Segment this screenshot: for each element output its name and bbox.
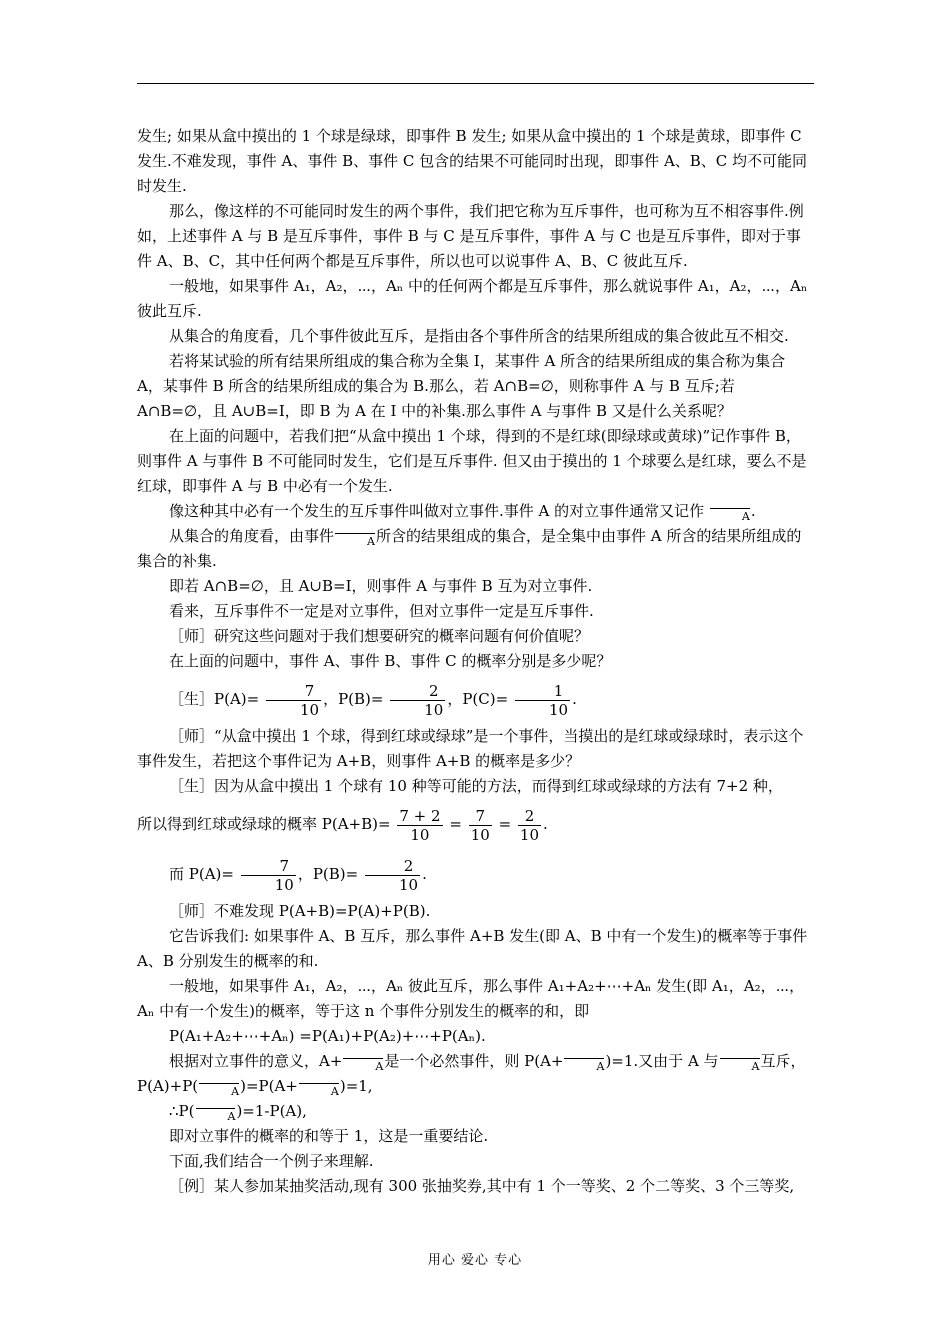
fraction-numerator: 1: [553, 681, 564, 700]
a-bar-symbol: A: [710, 508, 750, 522]
a-bar-symbol: A: [564, 1058, 604, 1072]
equals-sign: =: [498, 815, 512, 833]
fraction-denominator: 10: [519, 825, 540, 844]
fraction-numerator: 7: [279, 856, 290, 875]
text-run: .: [572, 690, 577, 708]
paragraph: 从集合的角度看，几个事件彼此互斥，是指由各个事件所含的结果所组成的集合彼此互不相交.: [169, 327, 789, 345]
text-run: ［生］P(A)=: [169, 690, 260, 708]
paragraph: 一般地，如果事件 A₁，A₂，⋯，Aₙ 中的任何两个都是互斥事件，那么就说事件 A₁，A₂，⋯，Aₙ 彼此互斥.: [137, 277, 808, 320]
pa-pb-line: [137, 849, 814, 899]
header-rule: [137, 83, 814, 84]
fraction: [515, 682, 570, 719]
fraction: [241, 857, 296, 894]
text-run: 是一个必然事件，则 P(A+: [384, 1052, 564, 1070]
paragraph: 若将某试验的所有结果所组成的集合称为全集 I，某事件 A 所含的结果所组成的集合称为集合 A，某事件 B 所含的结果所组成的集合为 B.那么，若 A∩B=∅，则称事件 A 与 B 互斥;若 A∩B=∅，且 A∪B=I，即 B 为 A 在 I 中的补集.那么事件 A 与事件 B 又是什么关系呢？: [137, 352, 786, 420]
paragraph-complement: [137, 524, 814, 574]
text-run: 互斥，P(A)+P(: [137, 1052, 806, 1095]
paragraph: 看来，互斥事件不一定是对立事件，但对立事件一定是互斥事件.: [169, 602, 594, 620]
fraction: [397, 807, 442, 844]
paragraph: 即对立事件的概率的和等于 1，这是一重要结论.: [169, 1127, 489, 1145]
fraction: [266, 682, 321, 719]
fraction-denominator: 10: [365, 875, 420, 894]
text-run: ，P(C)=: [447, 690, 509, 708]
text-run: )=P(A+: [240, 1077, 298, 1095]
fraction-denominator: 10: [397, 825, 442, 844]
fraction: [365, 857, 420, 894]
text-run: 所含的结果组成的集合，是全集中由事件 A 所含的结果所组成的集合的补集.: [137, 527, 802, 570]
fraction: [390, 682, 445, 719]
fraction-numerator: 7: [304, 681, 315, 700]
paragraph-certain-event: [137, 1049, 814, 1099]
formula-line: [137, 1099, 814, 1124]
page-footer: 用心 爱心 专心: [427, 1253, 523, 1268]
paragraph: ［师］不难发现 P(A+B)=P(A)+P(B).: [169, 902, 431, 920]
paragraph: ［师］研究这些问题对于我们想要研究的概率问题有何价值呢？: [169, 627, 590, 645]
text-run: ，P(B)=: [297, 865, 359, 883]
fraction: [518, 807, 541, 844]
paragraph: ［师］“从盒中摸出 1 个球，得到红球或绿球”是一个事件，当摸出的是红球或绿球时，表示这个事件发生，若把这个事件记为 A+B，则事件 A+B 的概率是多少？: [137, 727, 804, 770]
text-run: )=1.又由于 A 与: [605, 1052, 719, 1070]
paragraph: ［生］因为从盒中摸出 1 个球有 10 种等可能的方法，而得到红球或绿球的方法有 7+2 种，: [169, 777, 783, 795]
paragraph: 即若 A∩B=∅，且 A∪B=I，则事件 A 与事件 B 互为对立事件.: [169, 577, 593, 595]
fraction-numerator: 2: [524, 806, 535, 825]
fraction-denominator: 10: [390, 700, 445, 719]
fraction-denominator: 10: [241, 875, 296, 894]
paragraph: 下面,我们结合一个例子来理解.: [169, 1152, 374, 1170]
formula-line: P(A₁+A₂+⋯+Aₙ) =P(A₁)+P(A₂)+⋯+P(Aₙ).: [169, 1027, 486, 1045]
paragraph: 发生; 如果从盒中摸出的 1 个球是绿球，即事件 B 发生; 如果从盒中摸出的 1 个球是黄球，即事件 C 发生.不难发现，事件 A、事件 B、事件 C 包含的结果不可能同时出现，即事件 A、B、C 均不可能同时发生.: [137, 127, 808, 195]
fraction-numerator: 2: [429, 681, 439, 700]
fraction-denominator: 10: [470, 825, 490, 844]
a-bar-symbol: A: [299, 1083, 339, 1097]
paragraph: 它告诉我们: 如果事件 A、B 互斥，那么事件 A+B 发生(即 A、B 中有一个发生)的概率等于事件 A、B 分别发生的概率的和.: [137, 927, 808, 970]
paragraph: 在上面的问题中，若我们把“从盒中摸出 1 个球，得到的不是红球(即绿球或黄球)”记作事件 B，则事件 A 与事件 B 不可能同时发生，它们是互斥事件. 但又由于摸出的 1 个球要么是红球，要么不是红球，即事件 A 与 B 中必有一个发生.: [137, 427, 807, 495]
text-run: .: [422, 865, 427, 883]
text-run: 从集合的角度看，由事件: [169, 527, 335, 545]
equals-sign: =: [449, 815, 462, 833]
text-run: 像这种其中必有一个发生的互斥事件叫做对立事件.事件 A 的对立事件通常又记作: [169, 502, 705, 520]
fraction-numerator: 2: [403, 856, 414, 875]
paragraph: 一般地，如果事件 A₁，A₂，⋯，Aₙ 彼此互斥，那么事件 A₁+A₂+⋯+Aₙ 发生(即 A₁，A₂，⋯，Aₙ 中有一个发生)的概率，等于这 n 个事件分别发生的概率的和，即: [137, 977, 805, 1020]
paragraph: ［例］某人参加某抽奖活动,现有 300 张抽奖券,其中有 1 个一等奖、2 个二等奖、3 个三等奖,: [169, 1177, 795, 1195]
probability-sum-line: [137, 799, 814, 849]
text-run: .: [750, 502, 756, 520]
a-bar-symbol: A: [720, 1058, 760, 1072]
fraction-numerator: 7 + 2: [399, 806, 441, 825]
fraction-denominator: 10: [515, 700, 570, 719]
a-bar-symbol: A: [196, 1108, 236, 1122]
student-probabilities-line: [137, 674, 814, 724]
text-run: 而 P(A)=: [169, 865, 234, 883]
fraction-numerator: 7: [475, 806, 485, 825]
a-bar-symbol: A: [335, 533, 375, 547]
fraction-denominator: 10: [266, 700, 321, 719]
document-body: [137, 124, 814, 1199]
fraction: [469, 807, 492, 844]
text-run: )=1,: [339, 1077, 373, 1095]
text-run: .: [543, 815, 548, 833]
text-run: )=1-P(A),: [236, 1102, 307, 1120]
text-run: 根据对立事件的意义，A+: [169, 1052, 343, 1070]
a-bar-symbol: A: [199, 1083, 239, 1097]
a-bar-symbol: A: [343, 1058, 383, 1072]
paragraph: 在上面的问题中，事件 A、事件 B、事件 C 的概率分别是多少呢？: [169, 652, 612, 670]
paragraph: 那么，像这样的不可能同时发生的两个事件，我们把它称为互斥事件，也可称为互不相容事件.例如，上述事件 A 与 B 是互斥事件，事件 B 与 C 是互斥事件，事件 A 与 C 也是互斥事件，即对于事件 A、B、C，其中任何两个都是互斥事件，所以也可以说事件 A、B、C 彼此互斥.: [137, 202, 804, 270]
text-run: ∴P(: [169, 1102, 195, 1120]
text-run: ，P(B)=: [323, 690, 384, 708]
text-run: 所以得到红球或绿球的概率 P(A+B)=: [137, 815, 391, 833]
paragraph-opposite-event: [137, 499, 814, 524]
